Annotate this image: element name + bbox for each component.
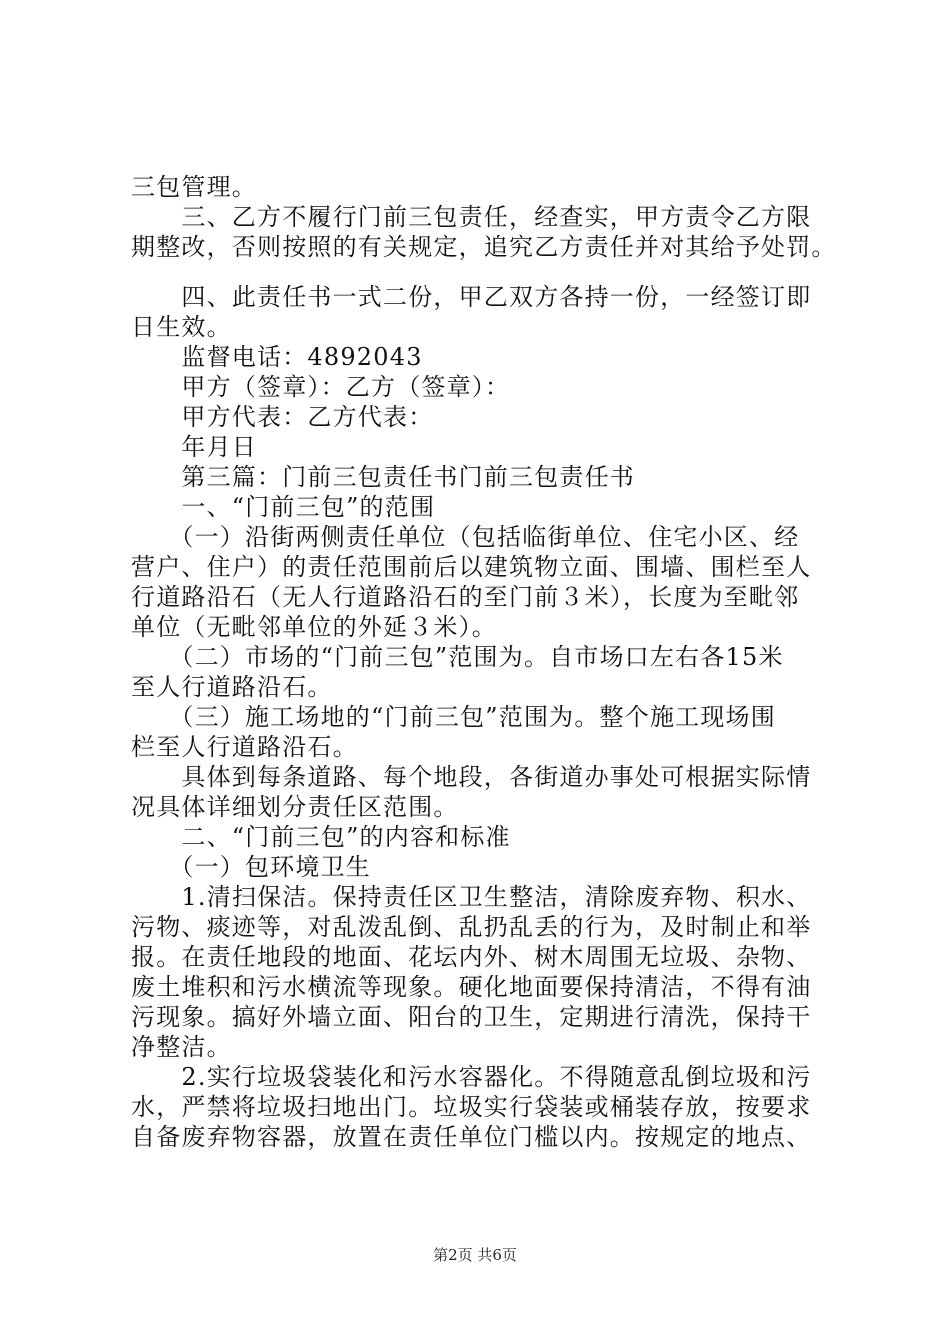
text-line: 报。在责任地段的地面、花坛内外、树木周围无垃圾、杂物、	[131, 943, 812, 971]
text-line: 况具体详细划分责任区范围。	[131, 793, 459, 821]
text-line: 具体到每条道路、每个地段，各街道办事处可根据实际情	[131, 763, 812, 791]
text-line: 监督电话：4892043	[131, 343, 423, 371]
text-line: 2.实行垃圾袋装化和污水容器化。不得随意乱倒垃圾和污	[131, 1063, 812, 1091]
text-line: 营户、住户）的责任范围前后以建筑物立面、围墙、围栏至人	[131, 553, 812, 581]
text-line: 年月日	[131, 433, 257, 461]
text-line: 废土堆积和污水横流等现象。硬化地面要保持清洁，不得有油	[131, 973, 812, 1001]
text-line: 1.清扫保洁。保持责任区卫生整洁，清除废弃物、积水、	[131, 883, 812, 911]
text-line: 水，严禁将垃圾扫地出门。垃圾实行袋装或桶装存放，按要求	[131, 1093, 812, 1121]
text-line: 净整洁。	[131, 1033, 232, 1061]
text-line: 四、此责任书一式二份，甲乙双方各持一份，一经签订即	[131, 283, 812, 311]
body-text	[131, 172, 836, 1152]
text-line: 行道路沿石（无人行道路沿石的至门前３米），长度为至毗邻	[131, 583, 800, 611]
text-line: （一）沿街两侧责任单位（包括临街单位、住宅小区、经	[131, 523, 800, 551]
text-line: 二、“门前三包”的内容和标准	[131, 823, 511, 851]
text-line: 三包管理。	[131, 173, 257, 201]
text-line: 栏至人行道路沿石。	[131, 733, 358, 761]
text-line: 期整改，否则按照的有关规定，追究乙方责任并对其给予处罚。	[131, 233, 837, 261]
text-line: 至人行道路沿石。	[131, 673, 333, 701]
text-line: 甲方代表：乙方代表：	[131, 403, 434, 431]
page-number-footer: 第2页 共6页	[433, 1246, 517, 1264]
text-line: 自备废弃物容器，放置在责任单位门槛以内。按规定的地点、	[131, 1123, 812, 1151]
text-line: 三、乙方不履行门前三包责任，经查实，甲方责令乙方限	[131, 203, 812, 231]
text-line: 污物、痰迹等，对乱泼乱倒、乱扔乱丢的行为，及时制止和举	[131, 913, 812, 941]
text-line: 污现象。搞好外墙立面、阳台的卫生，定期进行清洗，保持干	[131, 1003, 812, 1031]
text-line: （一）包环境卫生	[131, 853, 371, 881]
text-line: 日生效。	[131, 313, 232, 341]
text-line: 一、“门前三包”的范围	[131, 493, 436, 521]
text-line: 单位（无毗邻单位的外延３米）。	[131, 613, 497, 641]
text-line: （二）市场的“门前三包”范围为。自市场口左右各15米	[131, 643, 784, 671]
text-line: （三）施工场地的“门前三包”范围为。整个施工现场围	[131, 703, 776, 731]
text-line: 第三篇：门前三包责任书门前三包责任书	[131, 463, 635, 491]
text-line: 甲方（签章）：乙方（签章）：	[131, 373, 511, 401]
